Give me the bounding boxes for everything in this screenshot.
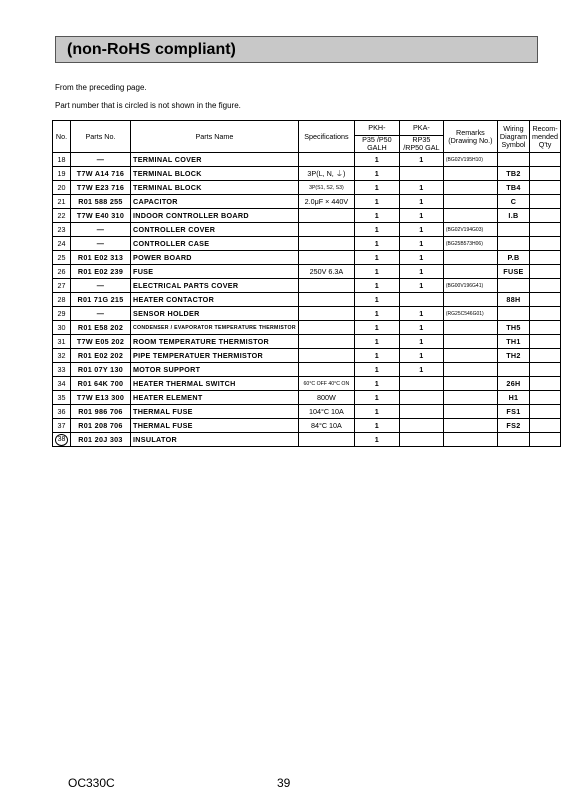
row-no: 28 <box>53 293 71 307</box>
row-pkh: 1 <box>354 237 399 251</box>
row-symbol: 88H <box>497 293 529 307</box>
row-no: 20 <box>53 181 71 195</box>
table-row <box>53 349 561 363</box>
row-remarks <box>443 433 497 447</box>
row-parts-name: CONTROLLER CASE <box>131 237 299 251</box>
row-no: 33 <box>53 363 71 377</box>
row-symbol <box>497 237 529 251</box>
footer-model: OC330C <box>68 776 115 790</box>
row-qty <box>530 237 561 251</box>
row-parts-no: R01 E02 239 <box>71 265 131 279</box>
row-parts-no: R01 E58 202 <box>71 321 131 335</box>
row-no: 36 <box>53 405 71 419</box>
row-symbol <box>497 223 529 237</box>
row-parts-name: ROOM TEMPERATURE THERMISTOR <box>131 335 299 349</box>
row-pka: 1 <box>399 223 443 237</box>
row-symbol: TB4 <box>497 181 529 195</box>
header-pka-sub: RP35 /RP50 GAL <box>399 136 443 153</box>
row-spec <box>298 209 354 223</box>
row-symbol <box>497 433 529 447</box>
row-pka: 1 <box>399 209 443 223</box>
row-parts-no: R01 64K 700 <box>71 377 131 391</box>
row-symbol: 26H <box>497 377 529 391</box>
row-parts-no: — <box>71 307 131 321</box>
table-row <box>53 321 561 335</box>
table-row <box>53 167 561 181</box>
page-title: (non-RoHS compliant) <box>55 36 538 63</box>
row-pka: 1 <box>399 307 443 321</box>
row-qty <box>530 377 561 391</box>
header-recommended: Recom- mended Q'ty <box>530 121 561 153</box>
row-symbol: C <box>497 195 529 209</box>
row-parts-no: R01 71G 215 <box>71 293 131 307</box>
header-pkh-sub: P35 /P50 GALH <box>354 136 399 153</box>
row-parts-no: R01 E02 313 <box>71 251 131 265</box>
row-pkh: 1 <box>354 167 399 181</box>
table-row <box>53 405 561 419</box>
header-wiring: Wiring Diagram Symbol <box>497 121 529 153</box>
row-qty <box>530 251 561 265</box>
row-pka: 1 <box>399 181 443 195</box>
row-pka: 1 <box>399 251 443 265</box>
row-parts-no: — <box>71 237 131 251</box>
row-symbol: TB2 <box>497 167 529 181</box>
row-remarks: (BG25B573H06) <box>443 237 497 251</box>
row-qty <box>530 391 561 405</box>
row-symbol <box>497 153 529 167</box>
row-remarks <box>443 265 497 279</box>
row-remarks: (BG02V194G03) <box>443 223 497 237</box>
row-parts-no: R01 986 706 <box>71 405 131 419</box>
table-row <box>53 307 561 321</box>
row-pkh: 1 <box>354 153 399 167</box>
row-symbol <box>497 307 529 321</box>
row-spec <box>298 335 354 349</box>
row-spec <box>298 307 354 321</box>
row-pkh: 1 <box>354 195 399 209</box>
row-no: 25 <box>53 251 71 265</box>
row-parts-name: TERMINAL BLOCK <box>131 181 299 195</box>
table-row <box>53 293 561 307</box>
row-parts-no: R01 588 255 <box>71 195 131 209</box>
row-no: 22 <box>53 209 71 223</box>
row-parts-no: T7W E23 716 <box>71 181 131 195</box>
row-qty <box>530 265 561 279</box>
row-qty <box>530 181 561 195</box>
row-qty <box>530 167 561 181</box>
footer-page-number: 39 <box>277 776 291 790</box>
table-row <box>53 237 561 251</box>
row-spec <box>298 433 354 447</box>
row-pkh: 1 <box>354 307 399 321</box>
row-remarks <box>443 377 497 391</box>
row-spec <box>298 363 354 377</box>
row-spec: 3P(S1, S2, S3) <box>298 181 354 195</box>
row-parts-name: INDOOR CONTROLLER BOARD <box>131 209 299 223</box>
row-no: 37 <box>53 419 71 433</box>
row-parts-name: SENSOR HOLDER <box>131 307 299 321</box>
row-parts-name: PIPE TEMPERATUER THERMISTOR <box>131 349 299 363</box>
row-qty <box>530 419 561 433</box>
row-no: 24 <box>53 237 71 251</box>
table-row <box>53 223 561 237</box>
table-row <box>53 209 561 223</box>
row-parts-no: — <box>71 153 131 167</box>
row-parts-no: — <box>71 223 131 237</box>
row-pkh: 1 <box>354 209 399 223</box>
row-symbol: TH1 <box>497 335 529 349</box>
row-qty <box>530 223 561 237</box>
row-pkh: 1 <box>354 349 399 363</box>
row-qty <box>530 307 561 321</box>
row-symbol <box>497 279 529 293</box>
circled-note: Part number that is circled is not shown in the figure. <box>55 101 241 110</box>
table-row <box>53 279 561 293</box>
row-no: 30 <box>53 321 71 335</box>
row-parts-no: T7W E05 202 <box>71 335 131 349</box>
row-parts-no: T7W E13 300 <box>71 391 131 405</box>
table-row <box>53 251 561 265</box>
row-symbol: H1 <box>497 391 529 405</box>
table-row <box>53 265 561 279</box>
row-remarks <box>443 321 497 335</box>
row-pka <box>399 293 443 307</box>
row-pka: 1 <box>399 335 443 349</box>
row-no: 23 <box>53 223 71 237</box>
row-pkh: 1 <box>354 363 399 377</box>
table-row <box>53 335 561 349</box>
row-parts-name: HEATER CONTACTOR <box>131 293 299 307</box>
row-remarks <box>443 181 497 195</box>
row-no: 27 <box>53 279 71 293</box>
row-no <box>53 433 71 447</box>
header-pka: PKA- <box>399 121 443 136</box>
table-row <box>53 377 561 391</box>
row-pkh: 1 <box>354 293 399 307</box>
header-no: No. <box>53 121 71 153</box>
row-remarks <box>443 363 497 377</box>
row-pka <box>399 377 443 391</box>
circled-number: 38 <box>55 434 68 446</box>
row-parts-name: INSULATOR <box>131 433 299 447</box>
row-pkh: 1 <box>354 181 399 195</box>
row-qty <box>530 405 561 419</box>
row-pka <box>399 405 443 419</box>
row-qty <box>530 293 561 307</box>
row-remarks <box>443 419 497 433</box>
row-pkh: 1 <box>354 279 399 293</box>
row-symbol: FUSE <box>497 265 529 279</box>
header-parts-name: Parts Name <box>131 121 299 153</box>
row-remarks: (BG00V196G41) <box>443 279 497 293</box>
row-spec <box>298 279 354 293</box>
row-spec: 84°C 10A <box>298 419 354 433</box>
row-spec: 104°C 10A <box>298 405 354 419</box>
row-remarks: (RG25C546G01) <box>443 307 497 321</box>
row-parts-name: CONDENSER / EVAPORATOR TEMPERATURE THERMISTOR <box>131 321 299 335</box>
header-specifications: Specifications <box>298 121 354 153</box>
row-no: 26 <box>53 265 71 279</box>
table-row <box>53 195 561 209</box>
row-parts-no: — <box>71 279 131 293</box>
row-parts-name: HEATER ELEMENT <box>131 391 299 405</box>
row-no: 34 <box>53 377 71 391</box>
row-spec <box>298 349 354 363</box>
row-remarks <box>443 391 497 405</box>
row-spec <box>298 153 354 167</box>
row-remarks <box>443 195 497 209</box>
row-pka: 1 <box>399 279 443 293</box>
row-pkh: 1 <box>354 265 399 279</box>
row-spec: 2.0μF × 440V <box>298 195 354 209</box>
row-pka: 1 <box>399 153 443 167</box>
row-parts-no: R01 E02 202 <box>71 349 131 363</box>
row-parts-no: T7W A14 716 <box>71 167 131 181</box>
row-parts-no: R01 07Y 130 <box>71 363 131 377</box>
row-remarks <box>443 349 497 363</box>
row-pkh: 1 <box>354 335 399 349</box>
row-pka: 1 <box>399 195 443 209</box>
row-spec <box>298 321 354 335</box>
header-pkh: PKH- <box>354 121 399 136</box>
row-spec <box>298 223 354 237</box>
row-remarks: (BG02V195H10) <box>443 153 497 167</box>
row-parts-no: R01 208 706 <box>71 419 131 433</box>
row-qty <box>530 335 561 349</box>
row-symbol: TH2 <box>497 349 529 363</box>
row-pka <box>399 419 443 433</box>
row-remarks <box>443 335 497 349</box>
row-pkh: 1 <box>354 377 399 391</box>
header-remarks: Remarks (Drawing No.) <box>443 121 497 153</box>
row-no: 29 <box>53 307 71 321</box>
table-row <box>53 363 561 377</box>
row-spec: 800W <box>298 391 354 405</box>
row-no: 31 <box>53 335 71 349</box>
table-row <box>53 419 561 433</box>
row-pka <box>399 167 443 181</box>
row-spec <box>298 293 354 307</box>
row-pkh: 1 <box>354 433 399 447</box>
row-no: 18 <box>53 153 71 167</box>
row-parts-name: CAPACITOR <box>131 195 299 209</box>
row-qty <box>530 363 561 377</box>
table-row <box>53 181 561 195</box>
row-spec: 250V 6.3A <box>298 265 354 279</box>
row-spec: 3P(L, N, ⏚) <box>298 167 354 181</box>
row-no: 32 <box>53 349 71 363</box>
row-pka <box>399 433 443 447</box>
row-spec <box>298 237 354 251</box>
parts-table <box>52 120 561 447</box>
row-qty <box>530 349 561 363</box>
row-remarks <box>443 293 497 307</box>
row-no: 19 <box>53 167 71 181</box>
row-parts-name: POWER BOARD <box>131 251 299 265</box>
row-remarks <box>443 251 497 265</box>
row-pkh: 1 <box>354 321 399 335</box>
table-row <box>53 391 561 405</box>
row-parts-name: FUSE <box>131 265 299 279</box>
preceding-note: From the preceding page. <box>55 83 147 92</box>
row-pka: 1 <box>399 265 443 279</box>
row-no: 35 <box>53 391 71 405</box>
row-pkh: 1 <box>354 391 399 405</box>
row-symbol: TH5 <box>497 321 529 335</box>
row-parts-name: TERMINAL BLOCK <box>131 167 299 181</box>
row-symbol: FS1 <box>497 405 529 419</box>
row-pka <box>399 391 443 405</box>
row-qty <box>530 321 561 335</box>
row-parts-no: R01 20J 303 <box>71 433 131 447</box>
row-pka: 1 <box>399 237 443 251</box>
row-qty <box>530 279 561 293</box>
table-row <box>53 433 561 447</box>
row-remarks <box>443 209 497 223</box>
row-parts-name: THERMAL FUSE <box>131 405 299 419</box>
row-pkh: 1 <box>354 223 399 237</box>
row-pka: 1 <box>399 321 443 335</box>
row-parts-name: THERMAL FUSE <box>131 419 299 433</box>
row-symbol: I.B <box>497 209 529 223</box>
row-pka: 1 <box>399 349 443 363</box>
row-symbol: P.B <box>497 251 529 265</box>
row-spec: 60°C OFF 40°C ON <box>298 377 354 391</box>
row-parts-name: CONTROLLER COVER <box>131 223 299 237</box>
row-pkh: 1 <box>354 405 399 419</box>
row-parts-no: T7W E40 310 <box>71 209 131 223</box>
row-qty <box>530 153 561 167</box>
row-remarks <box>443 405 497 419</box>
row-qty <box>530 195 561 209</box>
table-row <box>53 153 561 167</box>
row-pkh: 1 <box>354 419 399 433</box>
row-qty <box>530 209 561 223</box>
row-symbol <box>497 363 529 377</box>
header-parts-no: Parts No. <box>71 121 131 153</box>
row-parts-name: HEATER THERMAL SWITCH <box>131 377 299 391</box>
row-parts-name: ELECTRICAL PARTS COVER <box>131 279 299 293</box>
row-spec <box>298 251 354 265</box>
row-parts-name: MOTOR SUPPORT <box>131 363 299 377</box>
row-no: 21 <box>53 195 71 209</box>
row-parts-name: TERMINAL COVER <box>131 153 299 167</box>
row-symbol: FS2 <box>497 419 529 433</box>
row-pka: 1 <box>399 363 443 377</box>
row-remarks <box>443 167 497 181</box>
row-pkh: 1 <box>354 251 399 265</box>
row-qty <box>530 433 561 447</box>
